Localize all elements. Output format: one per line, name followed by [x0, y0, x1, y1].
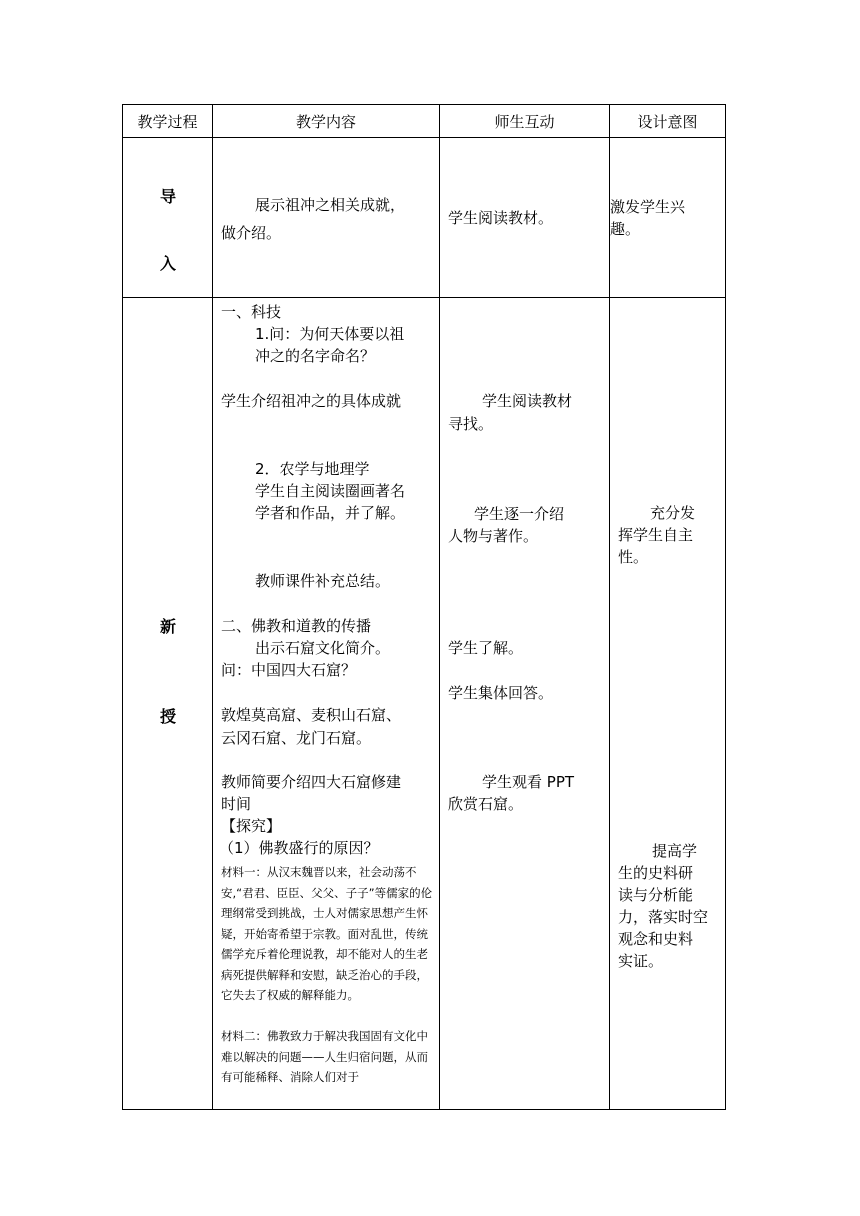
lesson-plan-table [122, 104, 726, 1110]
intent-b-line-5: 观念和史料 [618, 930, 694, 948]
interaction-3-text: 学生了解。 [448, 639, 524, 657]
section-3-line-1: 出示石窟文化简介。 [255, 639, 391, 657]
teacher-intro-line-1: 教师简要介绍四大石窟修建 [221, 773, 402, 791]
intro-intent-line-1: 激发学生兴 [610, 198, 686, 216]
material-2-text: 材料二：佛教致力于解决我国固有文化中难以解决的问题——人生归宿问题，从而有可能稀释、消除人们对于 [221, 1029, 428, 1084]
interaction-1-line-2: 寻找。 [448, 415, 494, 433]
material-1-text: 材料一：从汉末魏晋以来，社会动荡不安,“君君、臣臣、父父、子子”等儒家的伦理纲常受到挑战，士人对儒家思想产生怀疑，开始寄希望于宗教。面对乱世，传统儒学充斥着伦理说教，却不能对人的生老病死提供解释和安慰，缺乏治心的手段，它失去了权威的解释能力。 [221, 865, 433, 1002]
header-row [123, 105, 726, 138]
explore-heading: 【探究】 [221, 817, 282, 835]
interaction-5-line-1: 学生观看 PPT [482, 773, 575, 791]
intro-intent-line-2: 趣。 [610, 220, 641, 238]
section-2-title: 2．农学与地理学 [255, 460, 370, 478]
header-interaction: 师生互动 [440, 105, 610, 138]
intro-interaction-text: 学生阅读教材。 [448, 209, 554, 227]
section-1-title: 一、科技 [221, 303, 282, 321]
question-2-text: 问：中国四大石窟？ [221, 661, 357, 679]
header-stage: 教学过程 [123, 105, 213, 138]
interaction-1-line-1: 学生阅读教材 [482, 392, 573, 410]
intro-interaction-cell [440, 138, 610, 298]
question-1-line-1: 1.问：为何天体要以祖 [255, 325, 405, 343]
interaction-2-line-2: 人物与著作。 [448, 527, 539, 545]
new-interaction-cell [440, 298, 610, 1110]
new-stage-char-1: 新 [160, 617, 177, 636]
teacher-summary-text: 教师课件补充总结。 [255, 572, 391, 590]
section-2-line-2: 学者和作品，并了解。 [255, 504, 406, 522]
question-1-line-2: 冲之的名字命名？ [255, 347, 376, 365]
intent-b-line-1: 提高学 [652, 842, 698, 860]
teacher-intro-line-2: 时间 [221, 795, 252, 813]
intro-content-cell [213, 138, 440, 298]
new-lesson-row [123, 298, 726, 1110]
intro-stage-char-1: 导 [160, 187, 177, 206]
interaction-4-text: 学生集体回答。 [448, 684, 554, 702]
new-stage-cell [123, 298, 213, 1110]
intro-stage-char-2: 入 [160, 254, 177, 273]
section-3-title: 二、佛教和道教的传播 [221, 617, 372, 635]
intent-a-line-1: 充分发 [650, 504, 696, 522]
answer-line-2: 云冈石窟、龙门石窟。 [221, 729, 372, 747]
intent-b-line-3: 读与分析能 [618, 886, 694, 904]
intro-stage-cell [123, 138, 213, 298]
new-stage-char-2: 授 [160, 707, 177, 726]
explore-question-1: （1）佛教盛行的原因？ [219, 839, 379, 857]
intent-a-line-3: 性。 [618, 548, 649, 566]
student-intro-text: 学生介绍祖冲之的具体成就 [221, 392, 402, 410]
intro-row [123, 138, 726, 298]
intent-a-line-2: 挥学生自主 [618, 526, 694, 544]
intro-content-line-2: 做介绍。 [221, 224, 282, 242]
section-2-line-1: 学生自主阅读圈画著名 [255, 482, 406, 500]
intro-intent-cell [610, 138, 726, 298]
intent-b-line-2: 生的史料研 [618, 864, 694, 882]
intent-b-line-4: 力，落实时空 [618, 908, 709, 926]
answer-line-1: 敦煌莫高窟、麦积山石窟、 [221, 706, 402, 724]
new-content-cell [213, 298, 440, 1110]
header-content: 教学内容 [213, 105, 440, 138]
new-intent-cell [610, 298, 726, 1110]
interaction-2-line-1: 学生逐一介绍 [474, 505, 565, 523]
intro-content-line-1: 展示祖冲之相关成就， [255, 196, 406, 214]
header-intent: 设计意图 [610, 105, 726, 138]
intent-b-line-6: 实证。 [618, 952, 664, 970]
interaction-5-line-2: 欣赏石窟。 [448, 795, 524, 813]
